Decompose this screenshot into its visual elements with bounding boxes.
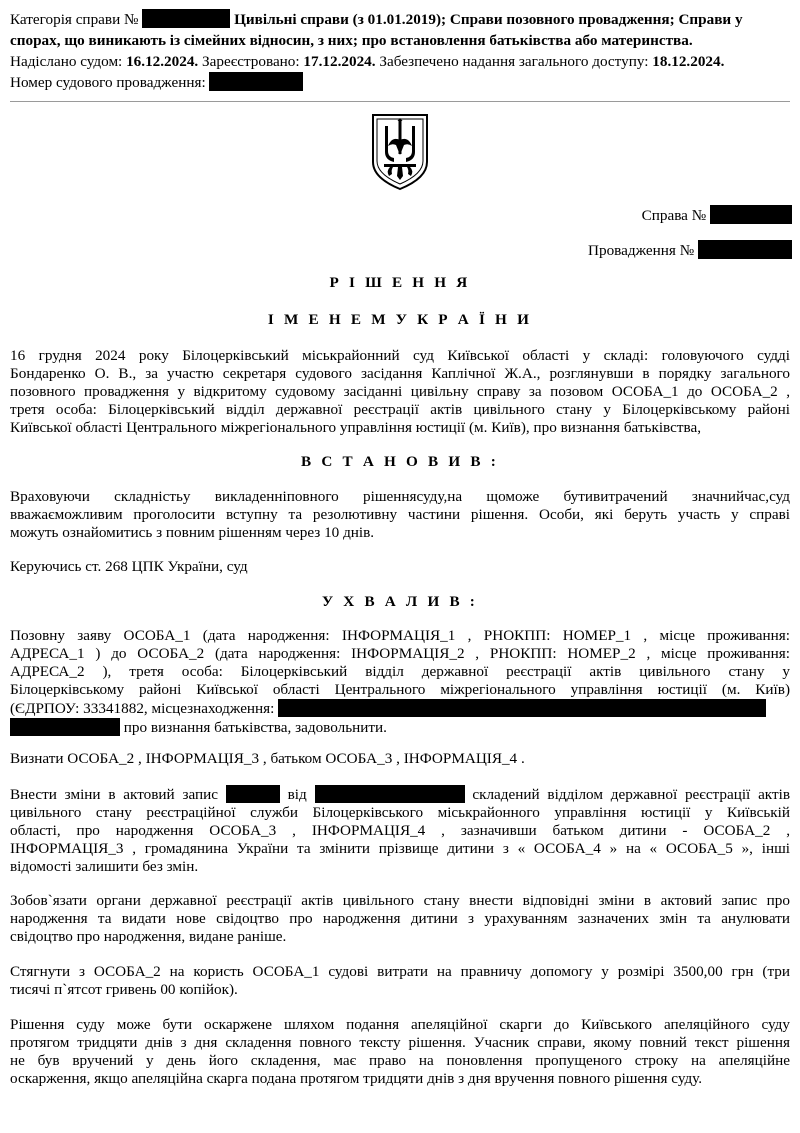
- intro-line: 16 грудня 2024 року Білоцерківський міськрайонний суд Київської області у складі: головуючого судді: [10, 347, 790, 364]
- proceeding-number-label: Номер судового провадження:: [10, 74, 206, 91]
- claim-line: Позовну заяву ОСОБА_1 (дата народження: ІНФОРМАЦІЯ_1 , РНОКПП: НОМЕР_1 , місце проживання:: [10, 627, 790, 644]
- appeal-line: оскарження, якщо апеляційна скарга подана протягом тридцяти днів з дня вручення повного рішення суду.: [10, 1070, 703, 1087]
- case-number-label: Справа №: [641, 207, 707, 224]
- costs-paragraph: [10, 963, 790, 999]
- document-subtitle: І М Е Н Е М У К Р А Ї Н И: [267, 311, 533, 328]
- guided-paragraph: [10, 558, 790, 576]
- costs-line: тисячі п`ятсот гривень 00 копійок).: [10, 981, 238, 998]
- claim-line: АДРЕСА_2 ), третя особа: Білоцерківський відділ державної реєстрації актів цивільного стану у: [10, 663, 790, 680]
- recognize-paragraph: [10, 750, 790, 768]
- registered-date: 17.12.2024.: [303, 53, 376, 70]
- amend-part1: Внести зміни в актовий запис: [10, 786, 219, 803]
- category-label: Категорія справи №: [10, 11, 139, 28]
- access-date: 18.12.2024.: [652, 53, 725, 70]
- access-label: Забезпечено надання загального доступу:: [379, 53, 649, 70]
- appeal-line: не був вручений у день його складення, має право на поновлення пропущеного строку на апеляційне: [10, 1052, 790, 1069]
- oblige-line: свідоцтво про народження, видане раніше.: [10, 928, 287, 945]
- claim-line: АДРЕСА_1 ) до ОСОБА_2 (дата народження: ІНФОРМАЦІЯ_2 , РНОКПП: НОМЕР_2 , місце проживання:: [10, 645, 790, 662]
- claim-paragraph: [10, 627, 790, 737]
- document-header: [10, 9, 790, 93]
- category-line: [10, 9, 790, 30]
- proceeding-number-line: [10, 72, 790, 93]
- amend-line: області, про народження ОСОБА_3 , ІНФОРМАЦІЯ_4 , зазначивши батьком дитини - ОСОБА_2 ,: [10, 822, 790, 839]
- amend-part2: від: [287, 786, 307, 803]
- redacted-address-continued: [10, 718, 120, 736]
- costs-line: Стягнути з ОСОБА_2 на користь ОСОБА_1 судові витрати на правничу допомогу у розмірі 3500,00 грн (три: [10, 963, 790, 980]
- oblige-line: Зобов`язати органи державної реєстрації актів цивільного стану внести відповідні зміни в актовий запис про: [10, 892, 790, 909]
- redacted-record-date: [315, 785, 465, 803]
- established-line: Враховуючи складністьу викладеннiповного рішеннясуду,на щоможе бутивитрачений значнийчас,суд: [10, 488, 790, 505]
- amend-line: ІНФОРМАЦІЯ_3 , громадянина України та змінити прізвище дитини з « ОСОБА_4 » на « ОСОБА_5 », інші: [10, 840, 790, 857]
- redacted-proceeding-id: [698, 240, 792, 259]
- appeal-paragraph: [10, 1016, 790, 1088]
- amend-paragraph: [10, 785, 790, 876]
- amend-line: відомості залишити без змін.: [10, 858, 199, 875]
- intro-line: позовного провадження у відкритому судовому засіданні цивільну справу за позовом ОСОБА_1 до ОСОБА_2 ,: [10, 383, 790, 400]
- header-divider: [10, 101, 790, 102]
- claim-line-last: [10, 718, 790, 737]
- intro-line: третя особа: Білоцерківський відділ державної реєстрації актів цивільного стану у Білоцерківському районі: [10, 401, 790, 418]
- redacted-record-number: [226, 785, 280, 803]
- redacted-case-number: [710, 205, 792, 224]
- proceeding-line: [588, 240, 792, 260]
- recognize-line: Визнати ОСОБА_2 , ІНФОРМАЦІЯ_3 , батьком ОСОБА_3 , ІНФОРМАЦІЯ_4 .: [10, 750, 525, 767]
- intro-line: Бондаренко О. В., за участю секретаря судового засідання Каплічної Ж.А., розглянувши в порядку загального: [10, 365, 790, 382]
- oblige-paragraph: [10, 892, 790, 946]
- oblige-line: народження та видати нове свідоцтво про народження дитини з урахуванням зазначених змін та анулювати: [10, 910, 790, 927]
- established-line: вважаєможливим проголосити вступну та резолютивну частини рішення. Особи, які беруть участь у справі: [10, 506, 790, 523]
- intro-paragraph: [10, 347, 790, 437]
- amend-first-line: [10, 785, 790, 804]
- category-value-1: Цивільні справи (з 01.01.2019); Справи позовного провадження; Справи у: [234, 11, 743, 28]
- proceeding-label: Провадження №: [588, 242, 695, 259]
- established-paragraph: [10, 488, 790, 542]
- sent-date: 16.12.2024.: [126, 53, 199, 70]
- guided-line: Керуючись ст. 268 ЦПК України, суд: [10, 558, 248, 575]
- document-title: Р І Ш Е Н Н Я: [329, 274, 471, 291]
- decided-heading: У Х В А Л И В :: [321, 593, 479, 610]
- redacted-category-number: [142, 9, 230, 28]
- appeal-line: протягом тридцяти днів з дня складення повного тексту рішення. Учасник справи, якому повний текст рішення: [10, 1034, 790, 1051]
- established-line: можуть ознайомитись з повним рішенням через 10 днів.: [10, 524, 375, 541]
- sent-label: Надіслано судом:: [10, 53, 123, 70]
- coat-of-arms-trident-icon: [370, 112, 430, 192]
- case-number-line: [642, 205, 792, 225]
- established-heading: В С Т А Н О В И В :: [301, 453, 499, 470]
- appeal-line: Рішення суду може бути оскаржене шляхом подання апеляційної скарги до Київського апеляційного суду: [10, 1016, 790, 1033]
- claim-line-address: [10, 699, 790, 718]
- redacted-address: [278, 699, 766, 717]
- claim-line: Білоцерківському районі Київської області Центрального міжрегіонального управління юстиції (м. Київ): [10, 681, 790, 698]
- intro-line: Київської області Центрального міжрегіонального управління юстиції (м. Київ), про визнання батьківства,: [10, 419, 702, 436]
- redacted-proceeding-number: [209, 72, 303, 91]
- amend-part3: складений відділом державної реєстрації актів: [472, 786, 791, 803]
- dates-line: [10, 51, 790, 72]
- amend-line: цивільного стану реєстраційної служби Білоцерківського міськрайонного управління юстиції у Київській: [10, 804, 790, 821]
- claim-address-label: (ЄДРПОУ: 33341882, місцезнаходження:: [10, 700, 275, 717]
- claim-closing-text: про визнання батьківства, задовольнити.: [123, 719, 387, 736]
- category-value-2: спорах, що виникають із сімейних відносин, з них; про встановлення батьківства або материнства.: [10, 32, 693, 49]
- registered-label: Зареєстровано:: [202, 53, 300, 70]
